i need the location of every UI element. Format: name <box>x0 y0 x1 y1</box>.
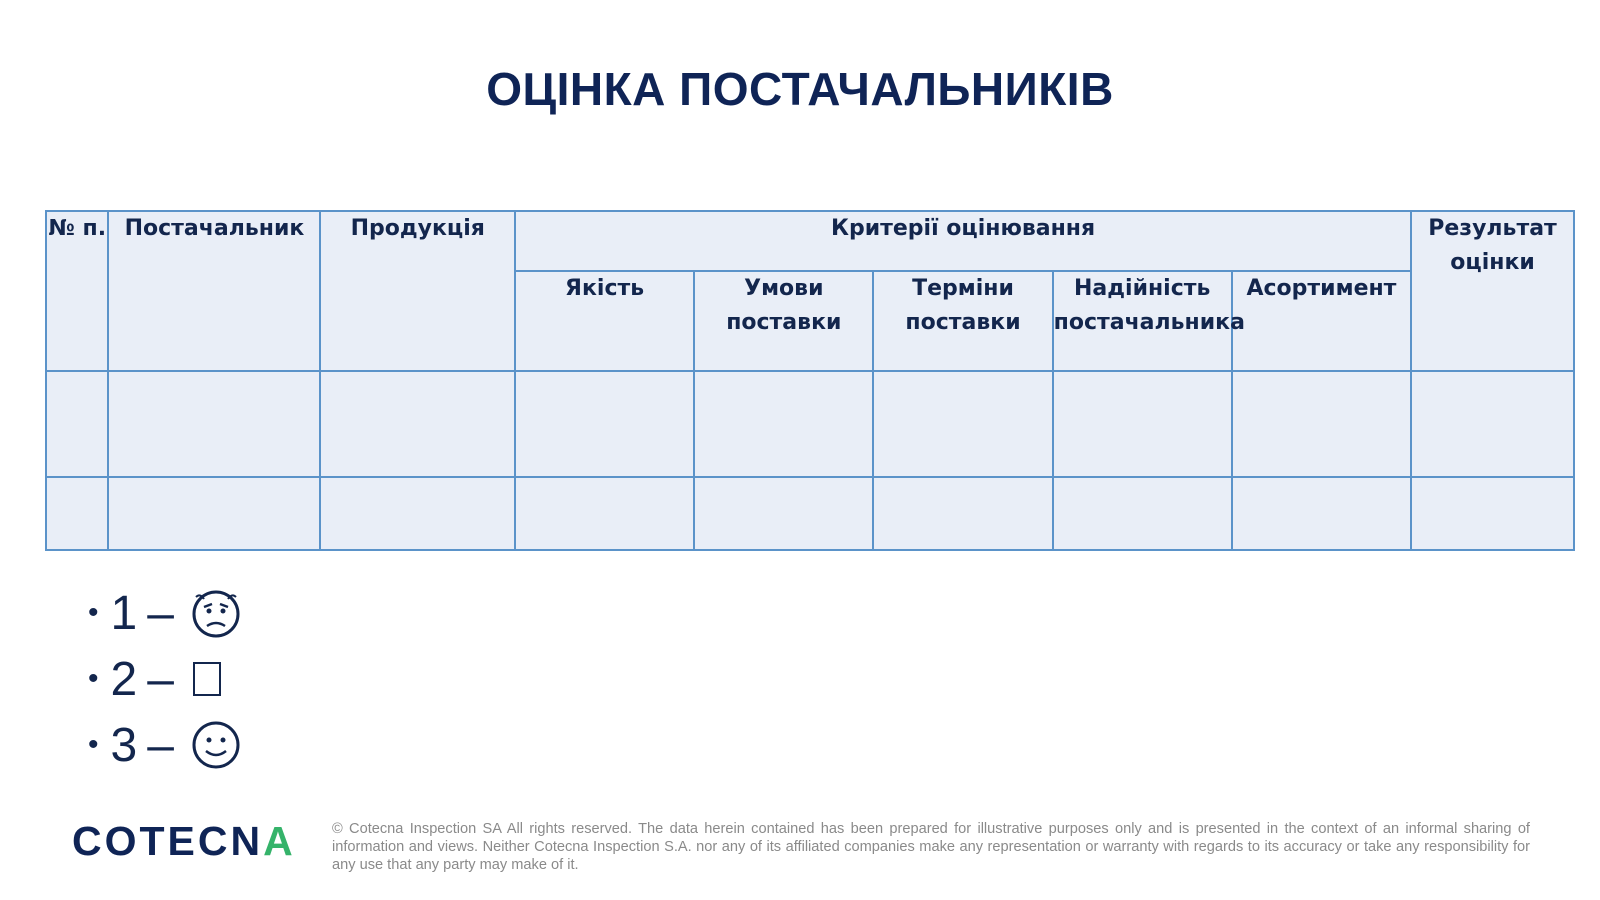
table-cell <box>1411 371 1574 477</box>
header-number: № п. <box>46 211 108 371</box>
table-cell <box>1232 371 1411 477</box>
header-criteria-reliability: Надійність постачальника <box>1053 271 1232 371</box>
rating-legend <box>88 580 242 778</box>
supplier-evaluation-table <box>45 210 1575 551</box>
smiling-face-icon <box>190 719 242 771</box>
header-criteria-delivery-time: Терміни поставки <box>873 271 1052 371</box>
table-cell <box>694 371 873 477</box>
table-cell <box>1232 477 1411 550</box>
table-cell <box>320 477 515 550</box>
table-row <box>46 371 1574 477</box>
legend-number: 3 <box>110 718 138 772</box>
legend-dash: – <box>147 586 174 640</box>
header-product: Продукція <box>320 211 515 371</box>
page-title: ОЦІНКА ПОСТАЧАЛЬНИКІВ <box>486 63 1114 115</box>
legend-item-1 <box>88 580 242 646</box>
legend-item-3 <box>88 712 242 778</box>
table-cell <box>1053 371 1232 477</box>
table-cell <box>1053 477 1232 550</box>
table-cell <box>873 477 1052 550</box>
bullet-icon: • <box>88 596 99 629</box>
table-cell <box>515 371 694 477</box>
legend-item-2 <box>88 646 242 712</box>
table-cell <box>694 477 873 550</box>
table-cell <box>1411 477 1574 550</box>
table-row <box>46 477 1574 550</box>
legend-number: 2 <box>110 652 138 706</box>
table-cell <box>46 371 108 477</box>
missing-glyph-icon <box>190 657 224 701</box>
legend-dash: – <box>147 718 174 772</box>
table-cell <box>46 477 108 550</box>
header-result: Результат оцінки <box>1411 211 1574 371</box>
header-supplier: Постачальник <box>108 211 320 371</box>
bullet-icon: • <box>88 728 99 761</box>
table-cell <box>108 371 320 477</box>
table-cell <box>515 477 694 550</box>
table-cell <box>873 371 1052 477</box>
header-criteria-assortment: Асортимент <box>1232 271 1411 371</box>
table-cell <box>108 477 320 550</box>
legend-dash: – <box>147 652 174 706</box>
legend-number: 1 <box>110 586 138 640</box>
header-criteria: Критерії оцінювання <box>515 211 1411 271</box>
bullet-icon: • <box>88 662 99 695</box>
copyright-disclaimer: © Cotecna Inspection SA All rights reserved. The data herein contained has been prepared for illustrative purposes only and is presented in the context of an informal sharing of information and views. Neither Cotecna Inspection S.A. nor any of its affiliated companies make any representation or warranty with regards to its accuracy or take any responsibility for any use that any party may make of it. <box>332 821 1530 873</box>
header-criteria-quality: Якість <box>515 271 694 371</box>
header-criteria-delivery-terms: Умови поставки <box>694 271 873 371</box>
worried-face-icon <box>190 587 242 639</box>
table-cell <box>320 371 515 477</box>
cotecna-logo: COTECNA <box>72 818 296 864</box>
